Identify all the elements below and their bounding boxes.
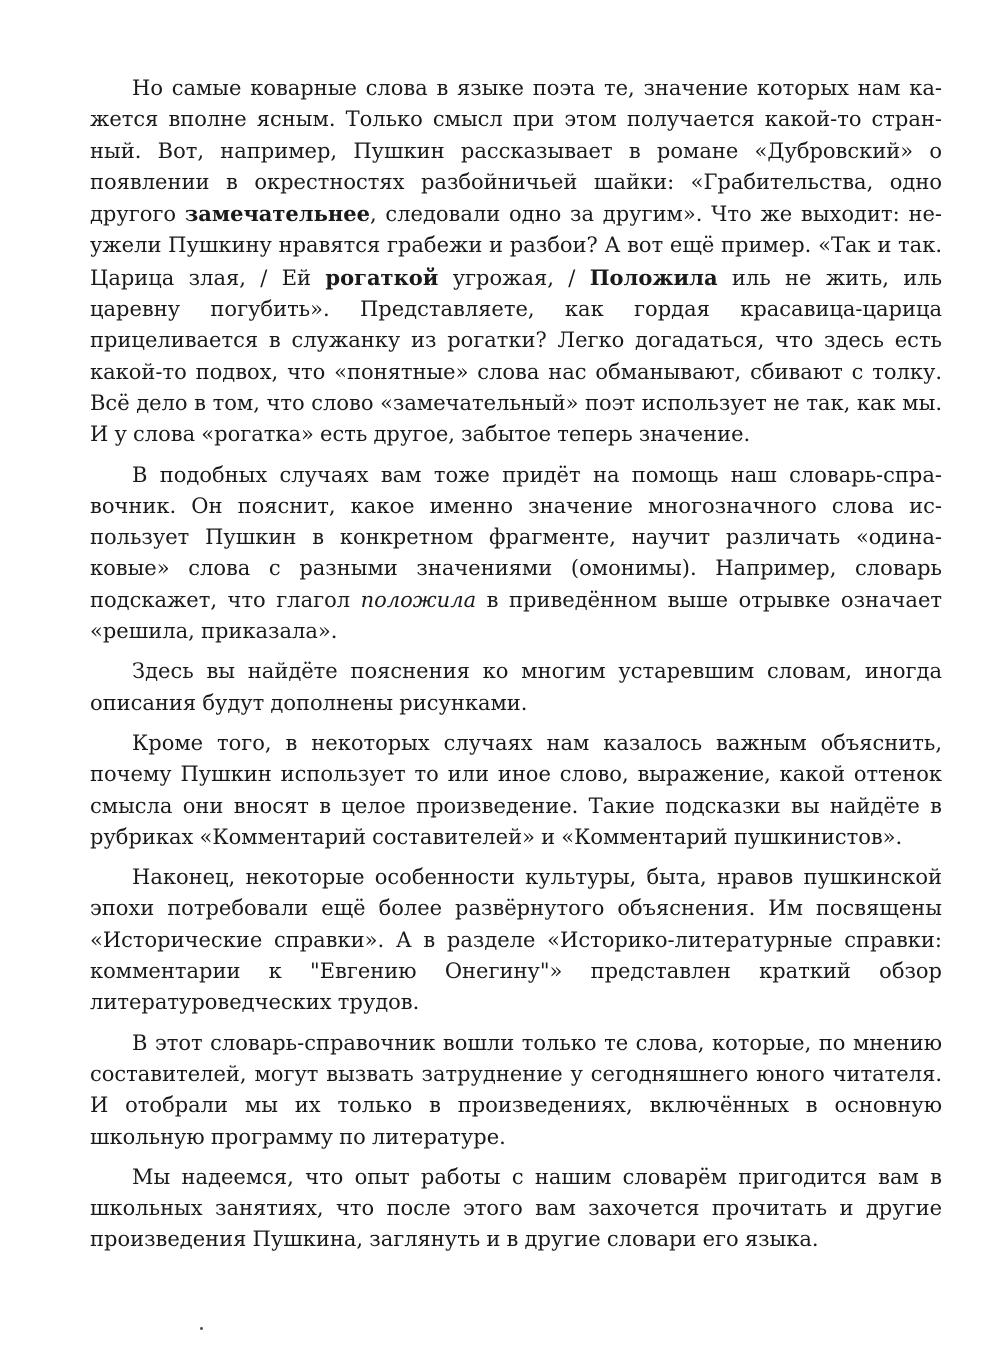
text-run-normal: В подобных случаях вам тоже придёт на помощь наш словарь-справочник. Он пояснит, какое именно значение многозначного слова использует Пушкин в конкретном фрагменте, научит различать «одинаковые» слова с разными значениями (омонимы). Например, словарь подскажет, что глагол — [90, 462, 942, 612]
text-run-normal: Здесь вы найдёте пояснения ко многим устаревшим словам, иногда описания будут дополнены рисунками. — [90, 659, 942, 715]
text-run-normal: Мы надеемся, что опыт работы с нашим словарём пригодится вам в школьных занятиях, что после этого вам захочется прочитать и другие произведения Пушкина, заглянуть и в другие словари его языка. — [90, 1164, 942, 1252]
text-run-normal: в приведённом выше отрывке означает «решила, приказала». — [90, 587, 942, 644]
text-run-normal: Но самые коварные слова в языке поэта те, значение которых нам кажется вполне ясным. Только смысл при этом получается какой-то странный. Вот, например, Пушкин рассказывает в романе «Дубровский» о появлении в окрестностях разбойничьей шайки: «Грабительства, одно другого — [90, 76, 942, 227]
text-run-italic: положила — [360, 587, 477, 612]
paragraph-4 — [90, 728, 942, 853]
text-run-normal: Кроме того, в некоторых случаях нам казалось важным объяснить, почему Пушкин использует то или иное слово, выражение, какой оттенок смысла они вносят в целое произведение. Такие подсказки вы найдёте в рубриках «Комментарий составителей» и «Комментарий пушкинистов». — [90, 730, 942, 849]
text-run-normal: Наконец, некоторые особенности культуры, быта, нравов пушкинской эпохи потребовали ещё более развёрнутого объяснения. Им посвящены «Исторические справки». А в разделе «Историко-литературные справки: комментарии к "Евгению Онегину"» представлен краткий обзор литературоведческих трудов. — [90, 865, 942, 1015]
text-run-normal: , следовали одно за другим». Что же выходит: неужели Пушкину нравятся грабежи и разбои? А вот ещё пример. «Так и так. Царица злая, / Ей — [90, 202, 942, 290]
paragraph-3 — [90, 656, 942, 719]
document-page — [90, 73, 942, 1265]
paragraph-1 — [90, 73, 942, 451]
text-run-bold: Положила — [589, 264, 718, 290]
text-run-bold: замечательнее — [184, 201, 370, 227]
paragraph-5 — [90, 862, 942, 1018]
paragraph-2 — [90, 460, 942, 648]
paragraph-6 — [90, 1028, 942, 1153]
text-run-normal: иль не жить, иль царевну погубить». Представляете, как гордая красавица-царица прицеливается в служанку из рогатки? Легко догадаться, что здесь есть какой-то подвох, что «понятные» слова нас обманывают, сбивают с толку. Всё дело в том, что слово «замечательный» поэт использует не так, как мы. И у слова «рогатка» есть другое, забытое теперь значение. — [90, 265, 943, 447]
print-speck — [200, 1327, 203, 1330]
text-run-normal: В этот словарь-справочник вошли только те слова, которые, по мнению составителей, могут вызвать затруднение у сегодняшнего юного читателя. И отобрали мы их только в произведениях, включённых в основную школьную программу по литературе. — [90, 1030, 942, 1149]
text-run-normal: угрожая, / — [438, 265, 590, 290]
text-run-bold: рогаткой — [325, 264, 439, 290]
paragraph-7 — [90, 1162, 942, 1256]
